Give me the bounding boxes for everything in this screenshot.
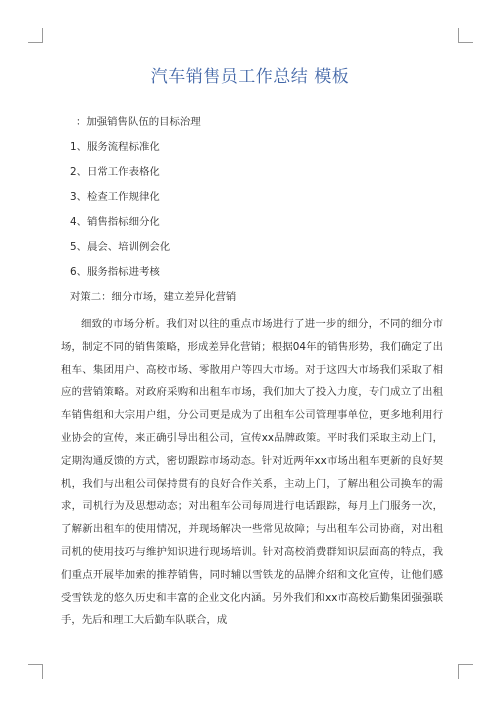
list-item: 6、服务指标进考核 [70,266,160,278]
list-item: 3、检查工作规律化 [70,191,160,203]
crop-mark-bottom-right [458,664,473,679]
list-item: 2、日常工作表格化 [70,166,160,178]
crop-mark-bottom-left [28,664,43,679]
list-item: 5、晨会、培训例会化 [70,241,171,253]
strategy-heading: 对策二：细分市场，建立差异化营销 [70,291,237,303]
crop-mark-top-left [28,28,43,43]
body-paragraph: 细致的市场分析。我们对以往的重点市场进行了进一步的细分，不同的细分市场，制定不同的销售策略，形成差异化营销；根据04年的销售形势，我们确定了出租车、集团用户、高校市场、零散用户等四大市场。对于这四大市场我们采取了相应的营销策略。对政府采购和出租车市场，我们加大了投入力度，专门成立了出租车销售组和大宗用户组，分公司更是成为了出租车公司管理事单位，更多地利用行业协会的宣传，来正确引导出租公司，宣传xx品牌政策。平时我们采取主动上门，定期沟通反馈的方式，密切跟踪市场动态。针对近两年xx市场出租车更新的良好契机，我们与出租公司保持贯有的良好合作关系，主动上门，了解出租公司换车的需求，司机行为及思想动态；对出租车公司每周进行电话跟踪，每月上门服务一次，了解新出租车的使用情况，并现场解决一些常见故障；与出租车公司协商，对出租司机的使用技巧与维护知识进行现场培训。针对高校消费群知识层面高的特点，我们重点开展毕加索的推荐销售，同时辅以雪铁龙的品牌介绍和文化宣传，让他们感受雪铁龙的悠久历史和丰富的企业文化内涵。另外我们和xx市高校后勤集团强强联手，先后和理工大后勤车队联合，成 [61,318,443,627]
crop-mark-top-right [458,28,473,43]
document-title: 汽车销售员工作总结 模板 [150,67,350,87]
list-item: 1、服务流程标准化 [70,141,160,153]
list-item: 4、销售指标细分化 [70,216,160,228]
section-intro: ：加强销售队伍的目标治理 [76,116,201,128]
